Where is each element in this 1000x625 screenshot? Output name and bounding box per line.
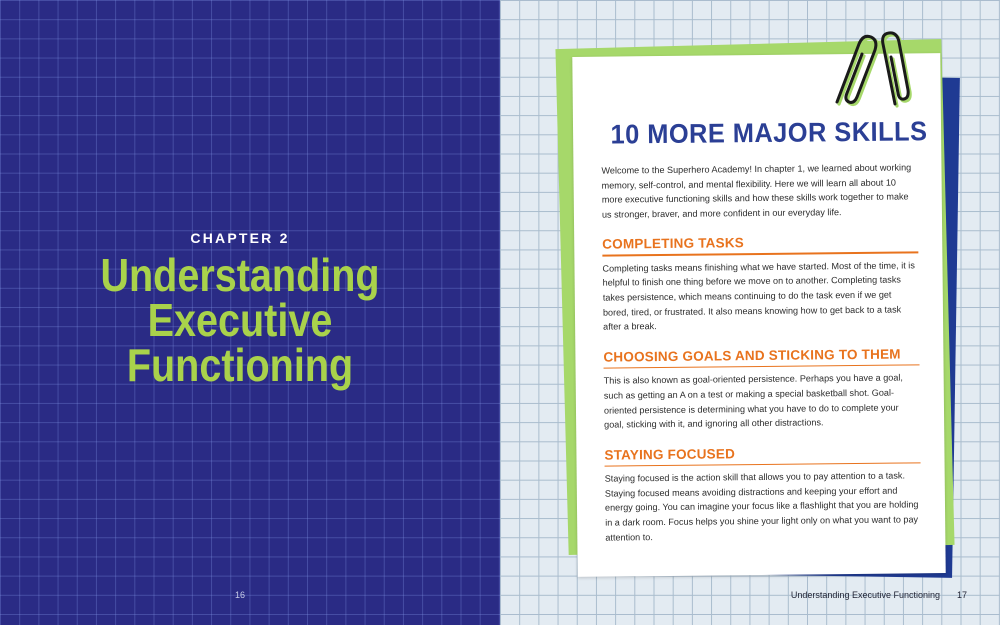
- intro-paragraph: Welcome to the Superhero Academy! In chapter 1, we learned about working memory, self-control, and mental flexibility. Here we will learn all about 10 more executive functioning skills and how these skills work together to make us stronger, braver, and more confident in our everyday life.: [601, 162, 912, 220]
- paperclip-icon: [837, 36, 878, 104]
- section-body: Staying focused is the action skill that allows you to pay attention to a task. Staying focused means avoiding distractions and keeping your effort and energy going. You can imagine your focus like a flashlight that you are holding in a dark room. Focus helps you shine your light only on what you want to pay attention to.: [604, 470, 919, 543]
- paperclip-icon: [883, 33, 911, 106]
- section-choosing-goals: [603, 345, 920, 432]
- section-staying-focused: [604, 443, 921, 545]
- section-heading: COMPLETING TASKS: [602, 235, 745, 253]
- section-body: This is also known as goal-oriented persistence. Perhaps you have a goal, such as getting an A on a test or making a special basketball shot. Goal-oriented persistence is determining what you have to do to complete your goal, sticking with it, and ignoring all other distractions.: [603, 372, 903, 430]
- section-heading: STAYING FOCUSED: [604, 445, 736, 463]
- chapter-title: Understanding Executive Functioning: [100, 249, 380, 391]
- page-number-right: 17: [956, 590, 967, 600]
- card-content: [601, 115, 928, 544]
- section-body: Completing tasks means finishing what we have started. Most of the time, it is helpful to finish one thing before we move on to another. Completing tasks takes persistence, which means continuing to do the task even if we get bored, tired, or frustrated. It also means knowing how to get back to a task after a break.: [602, 260, 915, 332]
- section-completing-tasks: [602, 233, 919, 335]
- skills-card: [572, 53, 945, 577]
- running-head: Understanding Executive Functioning: [790, 590, 940, 600]
- card-title: 10 MORE MAJOR SKILLS: [610, 116, 928, 150]
- paperclips: [815, 30, 915, 115]
- page-number-left: 16: [234, 590, 245, 600]
- chapter-label: CHAPTER 2: [190, 230, 290, 246]
- section-heading: CHOOSING GOALS AND STICKING TO THEM: [603, 346, 901, 365]
